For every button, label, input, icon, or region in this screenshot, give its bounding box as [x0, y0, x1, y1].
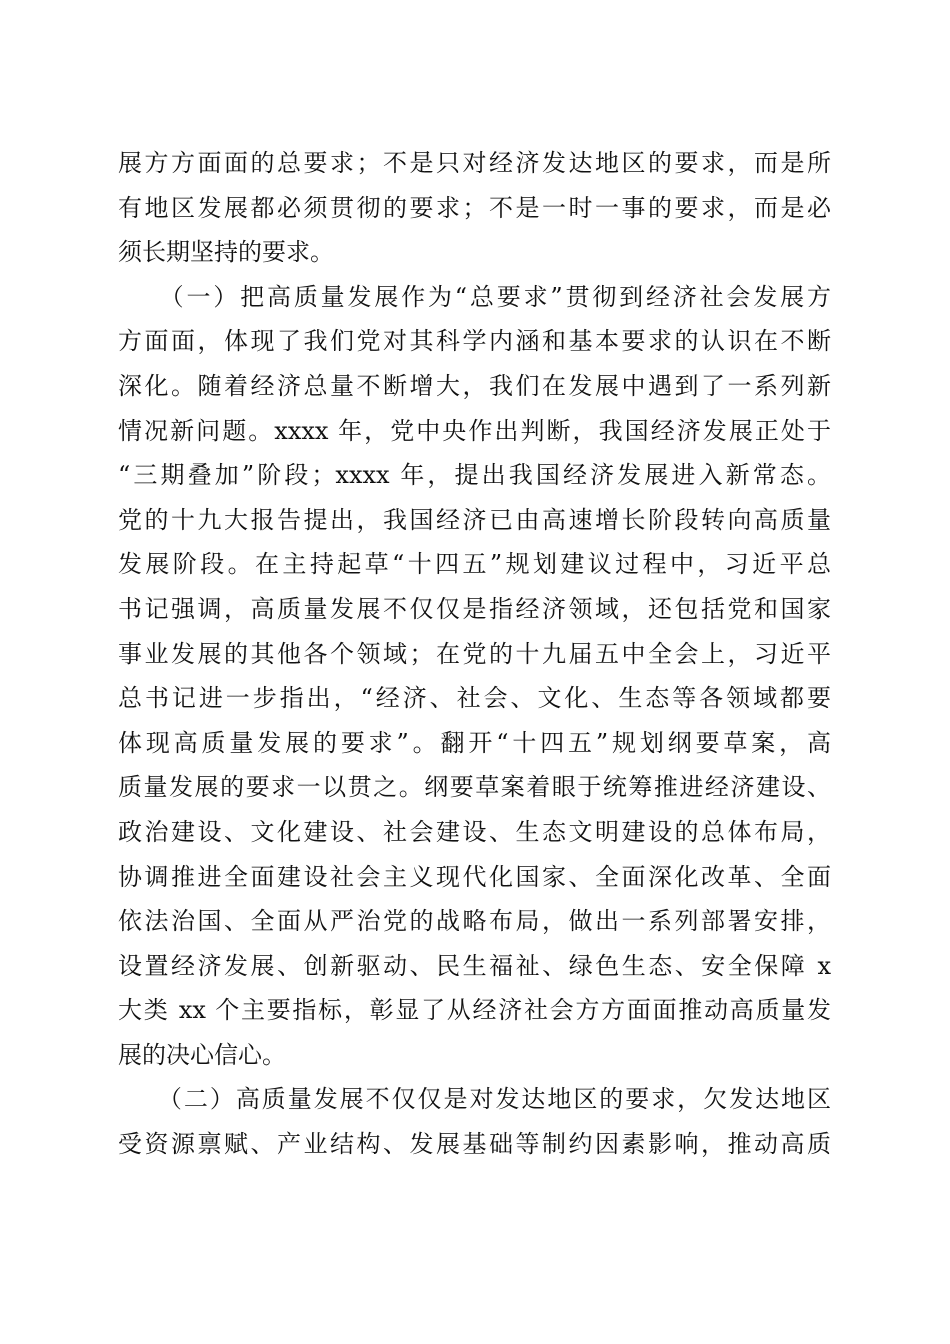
- text-line: 总书记进一步指出，“经济、社会、文化、生态等各领域都要: [118, 684, 831, 713]
- paragraph-intro: [118, 141, 831, 275]
- text-line: “三期叠加”阶段；xxxx 年，提出我国经济发展进入新常态。: [118, 461, 831, 490]
- text-line: 事业发展的其他各个领域；在党的十九届五中全会上，习近平: [118, 639, 831, 668]
- text-line: 有地区发展都必须贯彻的要求；不是一时一事的要求，而是必: [118, 193, 831, 222]
- text-line: 大类 xx 个主要指标，彰显了从经济社会方方面面推动高质量发: [118, 996, 831, 1025]
- paragraph-section-1: [118, 275, 831, 1078]
- text-line: 协调推进全面建设社会主义现代化国家、全面深化改革、全面: [118, 862, 831, 891]
- text-line: 体现高质量发展的要求”。翻开“十四五”规划纲要草案，高: [118, 728, 831, 757]
- text-line: 深化。随着经济总量不断增大，我们在发展中遇到了一系列新: [118, 371, 831, 400]
- text-line: 方面面，体现了我们党对其科学内涵和基本要求的认识在不断: [118, 327, 831, 356]
- text-line: 发展阶段。在主持起草“十四五”规划建议过程中，习近平总: [118, 550, 831, 579]
- text-line: 党的十九大报告提出，我国经济已由高速增长阶段转向高质量: [118, 505, 831, 534]
- text-line: 情况新问题。xxxx 年，党中央作出判断，我国经济发展正处于: [118, 416, 831, 445]
- text-line: 依法治国、全面从严治党的战略布局，做出一系列部署安排，: [118, 907, 831, 936]
- text-line: 展的决心信心。: [118, 1040, 286, 1069]
- text-line: 受资源禀赋、产业结构、发展基础等制约因素影响，推动高质: [118, 1130, 831, 1159]
- paragraph-section-2: [118, 1077, 831, 1166]
- text-line: 质量发展的要求一以贯之。纲要草案着眼于统筹推进经济建设、: [118, 773, 831, 802]
- document-page: [118, 141, 831, 1167]
- text-line: （一）把高质量发展作为“总要求”贯彻到经济社会发展方: [118, 282, 831, 311]
- text-line: 须长期坚持的要求。: [118, 238, 334, 267]
- text-line: 书记强调，高质量发展不仅仅是指经济领域，还包括党和国家: [118, 594, 831, 623]
- text-line: 设置经济发展、创新驱动、民生福祉、绿色生态、安全保障 x: [118, 951, 831, 980]
- text-line: 展方方面面的总要求；不是只对经济发达地区的要求，而是所: [118, 149, 831, 177]
- text-line: 政治建设、文化建设、社会建设、生态文明建设的总体布局，: [118, 817, 831, 846]
- text-line: （二）高质量发展不仅仅是对发达地区的要求，欠发达地区: [118, 1085, 831, 1114]
